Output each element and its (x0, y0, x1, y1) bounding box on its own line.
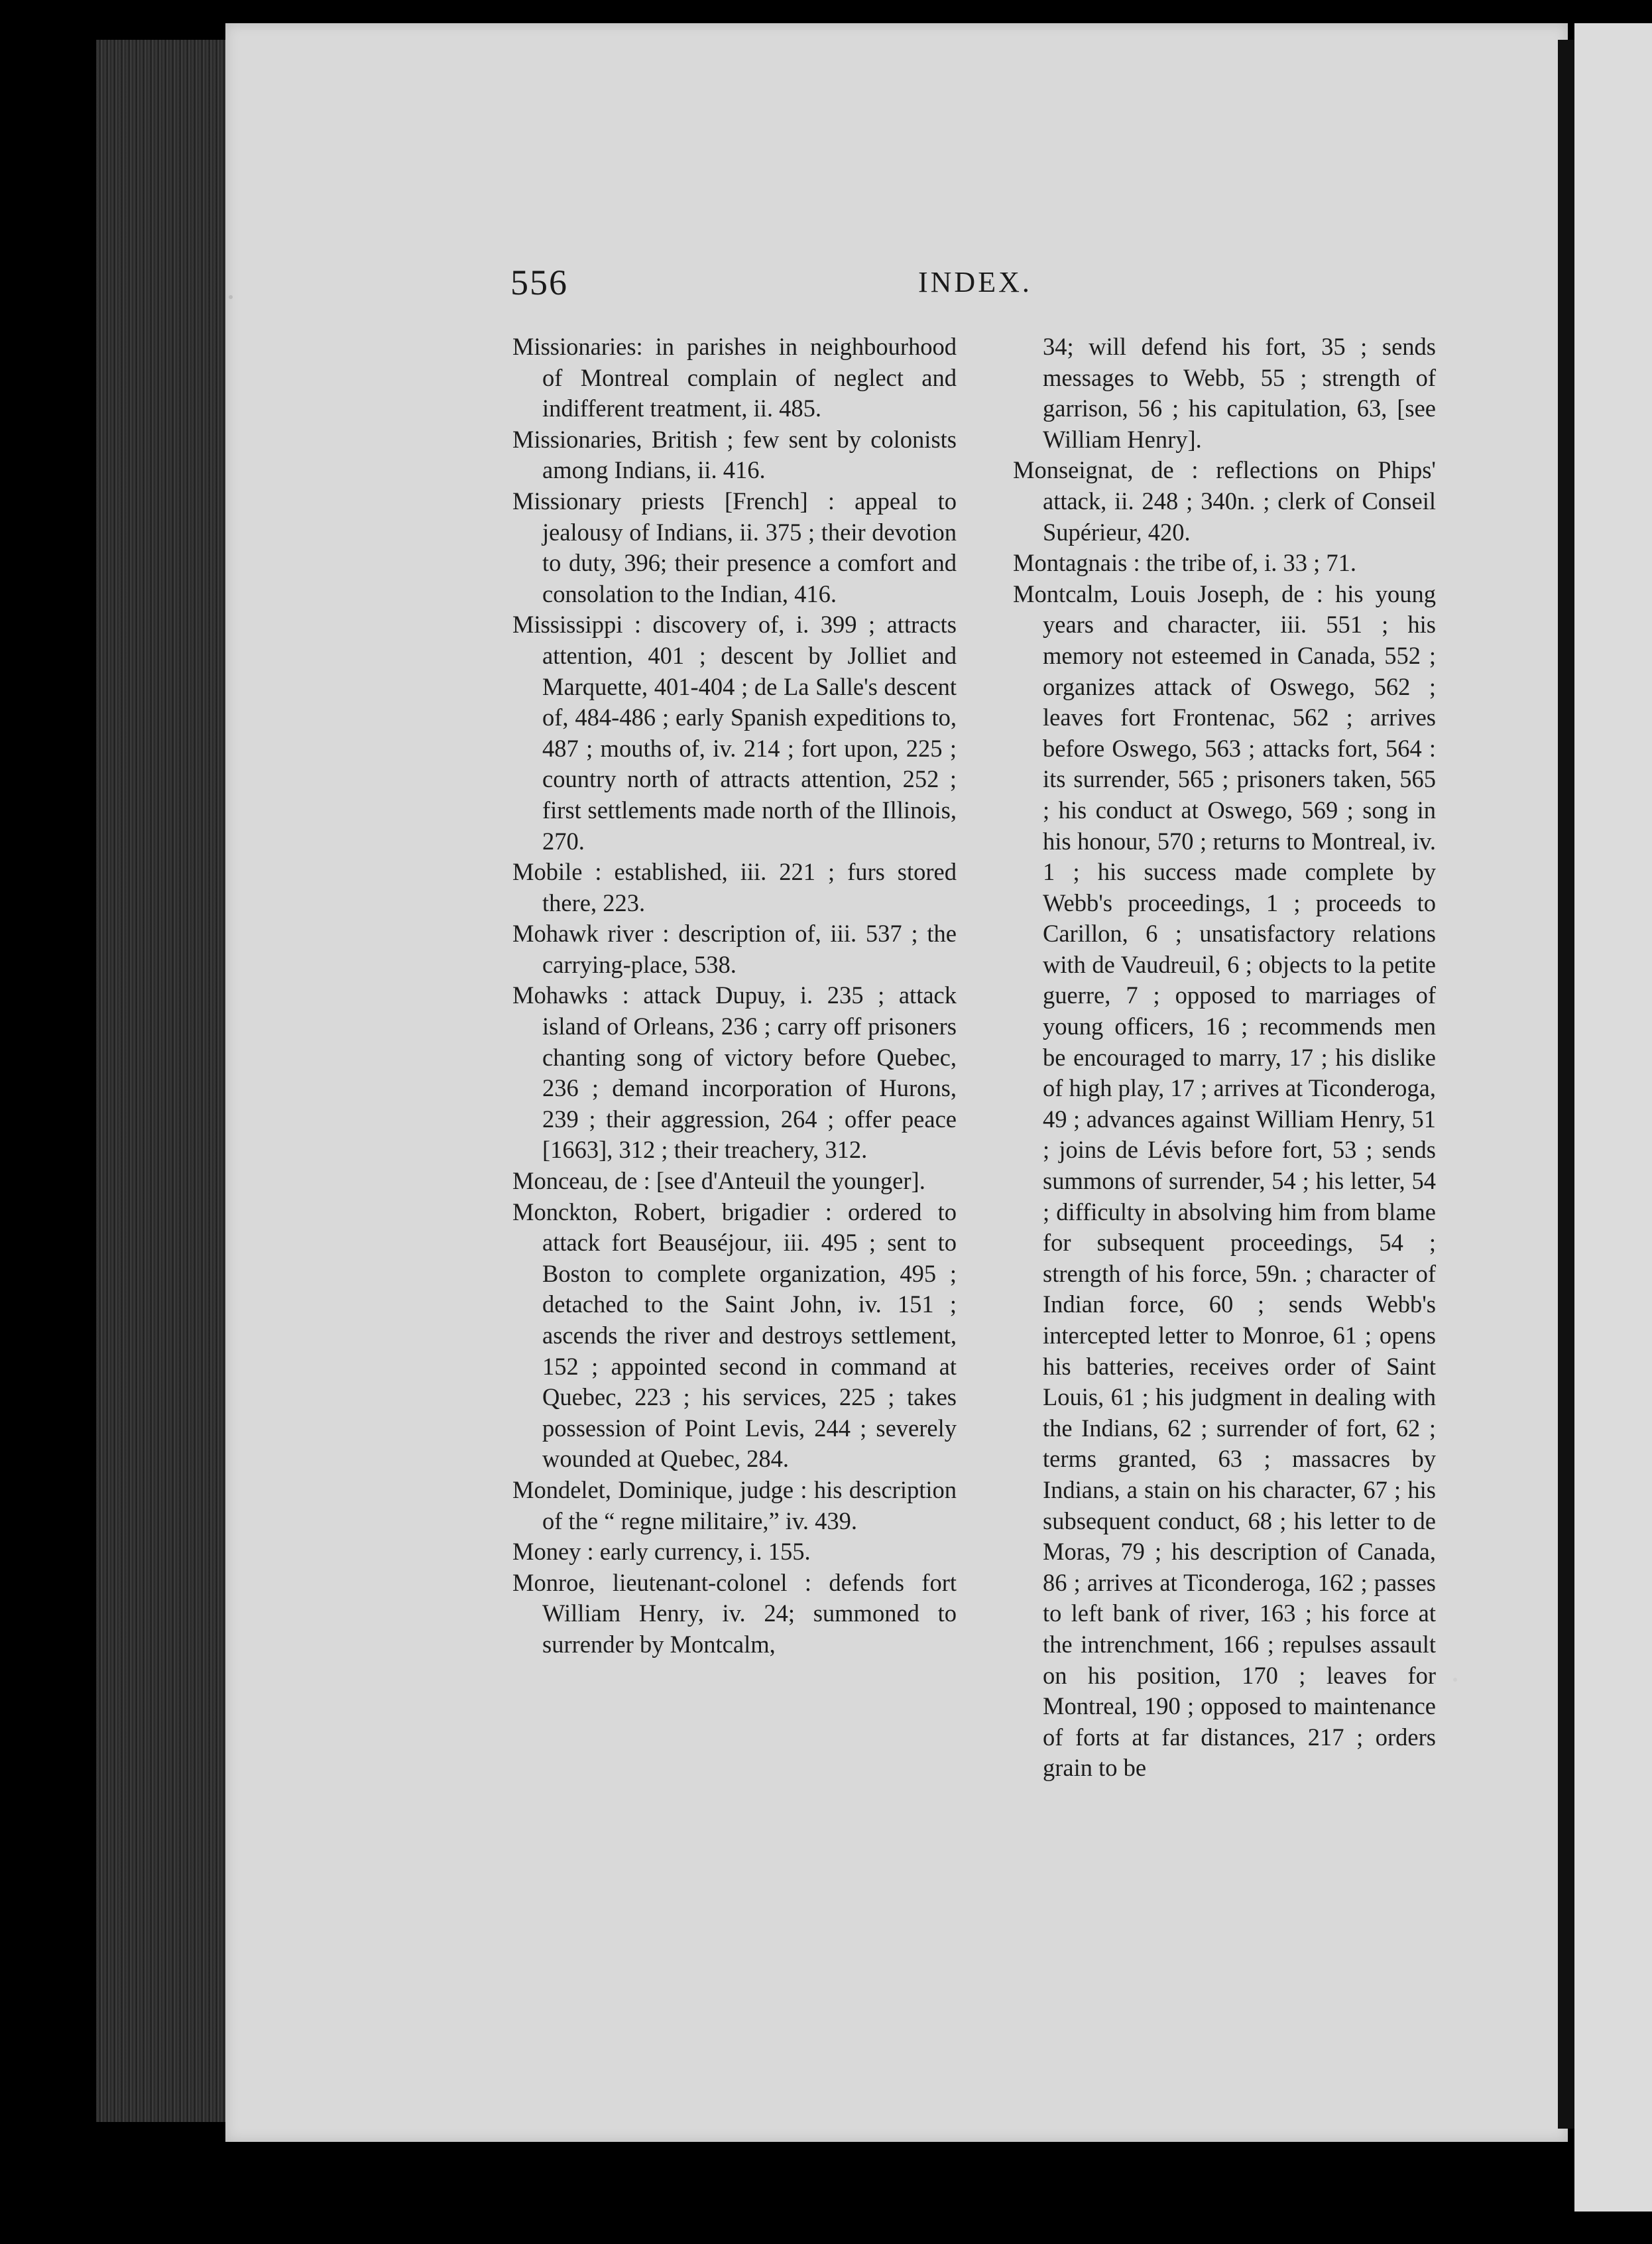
index-entry: Mobile : established, iii. 221 ; furs stored there, 223. (512, 858, 957, 916)
index-entry: Missionary priests [French] : appeal to jealousy of Indians, ii. 375 ; their devotion to duty, 396; their presence a comfort and consolation to the Indian, 416. (512, 487, 957, 607)
page-header (510, 262, 1518, 315)
index-entry: Monroe, lieutenant-colonel : defends fort William Henry, iv. 24; summoned to surrender by Montcalm, (512, 1568, 957, 1658)
index-entry: Monceau, de : [see d'Anteuil the younger]. (512, 1167, 925, 1195)
book-page-edges (96, 40, 225, 2122)
index-entry: Missionaries: in parishes in neighbourhood of Montreal complain of neglect and indifferent treatment, ii. 485. (512, 333, 957, 422)
index-entry: Mississippi : discovery of, i. 399 ; attracts attention, 401 ; descent by Jolliet and Marquette, 401-404 ; de La Salle's descent of, 484-486 ; early Spanish expeditions to, 487 ; mouths of, iv. 214 ; fort upon, 225 ; country north of attracts attention, 252 ; first settlements made north of the Illinois, 270. (512, 611, 957, 855)
running-head: INDEX. (918, 266, 1032, 298)
index-entry: Mondelet, Dominique, judge : his description of the “ regne militaire,” iv. 439. (512, 1475, 957, 1534)
paper-speck (229, 295, 233, 299)
page-number: 556 (510, 263, 568, 302)
next-page-edge (1574, 23, 1652, 2212)
index-column-left (512, 332, 957, 1660)
index-entry: Mohawks : attack Dupuy, i. 235 ; attack island of Orleans, 236 ; carry off prisoners chanting song of victory before Quebec, 236 ; demand incorporation of Hurons, 239 ; their aggression, 264 ; offer peace [1663], 312 ; their treachery, 312. (512, 981, 957, 1164)
index-entry: Mohawk river : description of, iii. 537 ; the carrying-place, 538. (512, 920, 957, 978)
index-entry-continuation: 34; will defend his fort, 35 ; sends messages to Webb, 55 ; strength of garrison, 56 ; his capitulation, 63, [see William Henry]. (1043, 333, 1436, 453)
index-column-right (1013, 332, 1436, 1784)
index-entry: Monckton, Robert, brigadier : ordered to attack fort Beauséjour, iii. 495 ; sent to Boston to complete organization, 495 ; detached to the Saint John, iv. 151 ; ascends the river and destroys settlement, 152 ; appointed second in command at Quebec, 223 ; his services, 225 ; takes possession of Point Levis, 244 ; severely wounded at Quebec, 284. (512, 1198, 957, 1473)
index-entry: Montcalm, Louis Joseph, de : his young years and character, iii. 551 ; his memory not esteemed in Canada, 552 ; organizes attack of Oswego, 562 ; leaves fort Frontenac, 562 ; arrives before Oswego, 563 ; attacks fort, 564 : its surrender, 565 ; prisoners taken, 565 ; his conduct at Oswego, 569 ; song in his honour, 570 ; returns to Montreal, iv. 1 ; his success made complete by Webb's proceedings, 1 ; proceeds to Carillon, 6 ; unsatisfactory relations with de Vaudreuil, 6 ; objects to la petite guerre, 7 ; opposed to marriages of young officers, 16 ; recommends men be encouraged to marry, 17 ; his dislike of high play, 17 ; arrives at Ticonderoga, 49 ; advances against William Henry, 51 ; joins de Lévis before fort, 53 ; sends summons of surrender, 54 ; his letter, 54 ; difficulty in absolving him from blame for subsequent proceedings, 54 ; strength of his force, 59n. ; character of Indian force, 60 ; sends Webb's intercepted letter to Monroe, 61 ; opens his batteries, receives order of Saint Louis, 61 ; his judgment in dealing with the Indians, 62 ; surrender of fort, 62 ; terms granted, 63 ; massacres by Indians, a stain on his character, 67 ; his subsequent conduct, 68 ; his letter to de Moras, 79 ; his description of Canada, 86 ; arrives at Ticonderoga, 162 ; passes to left bank of river, 163 ; his force at the intrenchment, 166 ; repulses assault on his position, 170 ; leaves for Montreal, 190 ; opposed to maintenance of forts at far distances, 217 ; orders grain to be (1013, 580, 1436, 1782)
index-entry: Missionaries, British ; few sent by colonists among Indians, ii. 416. (512, 425, 957, 484)
index-entry: Montagnais : the tribe of, i. 33 ; 71. (1013, 549, 1357, 577)
index-entry: Money : early currency, i. 155. (512, 1538, 811, 1566)
index-entry: Monseignat, de : reflections on Phips' attack, ii. 248 ; 340n. ; clerk of Conseil Supérieur, 420. (1013, 456, 1436, 546)
paper-speck (1453, 1678, 1457, 1682)
